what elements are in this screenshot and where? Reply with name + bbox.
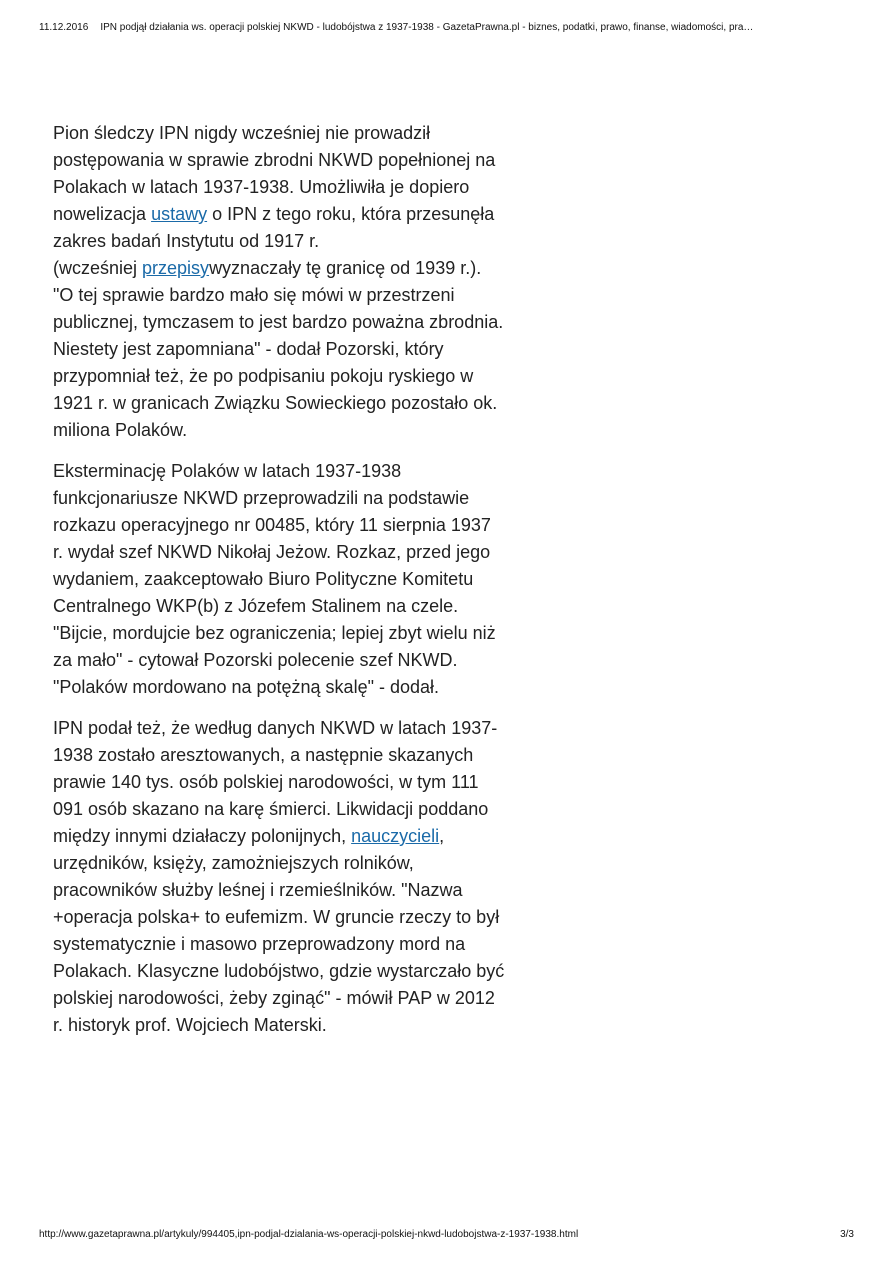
- print-header: [39, 22, 869, 34]
- paragraph-text: o IPN z tego roku, która przesunęła zakres badań Instytutu od 1917 r.: [53, 204, 495, 251]
- paragraph-text: wyznaczały tę granicę od 1939 r.). "O tej sprawie bardzo mało się mówi w przestrzeni publicznej, tymczasem to jest bardzo poważna zbrodnia. Niestety jest zapomniana" - dodał Pozorski, który przypomniał też, że po podpisaniu pokoju ryskiego w 1921 r. w granicach Związku Sowieckiego pozostało ok. miliona Polaków.: [53, 258, 504, 440]
- link-nauczycieli[interactable]: nauczycieli: [351, 826, 440, 846]
- page-url: http://www.gazetaprawna.pl/artykuly/994405,ipn-podjal-dzialania-ws-operacji-polskiej-nkwd-ludobojstwa-z-1937-1938.html: [39, 1229, 579, 1240]
- article-paragraph-1: [53, 120, 505, 444]
- paragraph-text: (wcześniej: [53, 258, 143, 278]
- page-number: 3/3: [840, 1229, 854, 1240]
- link-przepisy[interactable]: przepisy: [142, 258, 210, 278]
- article-paragraph-2: Eksterminację Polaków w latach 1937-1938 funkcjonariusze NKWD przeprowadzili na podstawie rozkazu operacyjnego nr 00485, który 11 sierpnia 1937 r. wydał szef NKWD Nikołaj Jeżow. Rozkaz, przed jego wydaniem, zaakceptowało Biuro Polityczne Komitetu Centralnego WKP(b) z Józefem Stalinem na czele. "Bijcie, mordujcie bez ograniczenia; lepiej zbyt wielu niż za mało" - cytował Pozorski polecenie szef NKWD. "Polaków mordowano na potężną skalę" - dodał.: [53, 461, 496, 697]
- print-footer: [39, 1229, 854, 1241]
- paragraph-text: IPN podał też, że według danych NKWD w latach 1937-1938 zostało aresztowanych, a następnie skazanych prawie 140 tys. osób polskiej narodowości, w tym 111 091 osób skazano na karę śmierci. Likwidacji poddano między innymi działaczy polonijnych,: [53, 718, 498, 846]
- article-body: [53, 120, 505, 1053]
- paragraph-text: , urzędników, księży, zamożniejszych rolników, pracowników służby leśnej i rzemieślników. "Nazwa +operacja polska+ to eufemizm. W gruncie rzeczy to był systematycznie i masowo przeprowadzony mord na Polakach. Klasyczne ludobójstwo, gdzie wystarczało być polskiej narodowości, żeby zginąć" - mówił PAP w 2012 r. historyk prof. Wojciech Materski.: [53, 826, 505, 1035]
- link-ustawy[interactable]: ustawy: [151, 204, 208, 224]
- print-date: 11.12.2016: [39, 22, 89, 33]
- print-page-title: IPN podjął działania ws. operacji polskiej NKWD - ludobójstwa z 1937-1938 - GazetaPrawna.pl - biznes, podatki, prawo, finanse, wiadomości, pra…: [100, 22, 754, 33]
- article-paragraph-3: [53, 715, 505, 1039]
- paragraph-text: Pion śledczy IPN nigdy wcześniej nie prowadził postępowania w sprawie zbrodni NKWD popełnionej na Polakach w latach 1937-1938. Umożliwiła je dopiero nowelizacja: [53, 123, 496, 224]
